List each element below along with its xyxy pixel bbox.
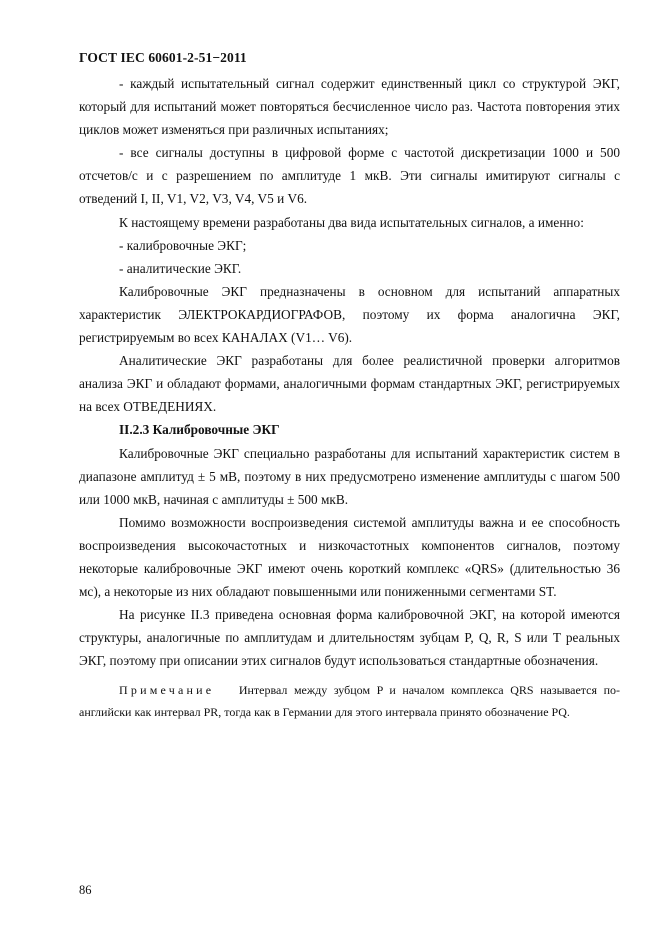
paragraph: - калибровочные ЭКГ; [119,237,247,253]
note-text: Интервал между зубцом P и началом комплекса QRS называется по-английски как интервал PR, тогда как в Германии для этого интервала принято обозначение PQ. [79,683,621,720]
paragraph: Аналитические ЭКГ разработаны для более реалистичной проверки алгоритмов анализа ЭКГ и обладают формами, аналогичными формам стандартных ЭКГ, регистрируемых на всех ОТВЕДЕНИЯХ. [79,353,620,415]
paragraph: - все сигналы доступны в цифровой форме с частотой дискретизации 1000 и 500 отсчетов/с и с разрешением по амплитуде 1 мкВ. Эти сигналы имитируют сигналы с отведений I, II, V1, V2, V3, V4, V5 и V6. [79,145,620,207]
body-text [79,72,620,723]
paragraph: Калибровочные ЭКГ предназначены в основном для испытаний аппаратных характеристик ЭЛЕКТРОКАРДИОГРАФОВ, поэтому их форма аналогична ЭКГ, регистрируемым во всех КАНАЛАХ (V1… V6). [79,283,620,346]
paragraph: Калибровочные ЭКГ специально разработаны для испытаний характеристик систем в диапазоне амплитуд ± 5 мВ, поэтому в них предусмотрено изменение амплитуды с шагом 500 или 1000 мкВ, начиная с амплитуды ± 500 мкВ. [79,445,620,507]
paragraph: - аналитические ЭКГ. [119,260,242,276]
paragraph: К настоящему времени разработаны два вида испытательных сигналов, а именно: [119,214,584,230]
paragraph: Помимо возможности воспроизведения системой амплитуды важна и ее способность воспроизведения высокочастотных и низкочастотных компонентов сигналов, поэтому некоторые калибровочные ЭКГ имеют очень короткий комплекс «QRS» (длительностью 36 мс), а некоторые из них обладают повышенными или пониженными сегментами ST. [79,514,620,600]
note-label: Примечание [119,683,215,698]
document-header: ГОСТ IEC 60601-2-51−2011 [79,50,247,65]
paragraph: - каждый испытательный сигнал содержит единственный цикл со структурой ЭКГ, который для испытаний может повторяться бесчисленное число раз. Частота повторения этих циклов может изменяться при различных испытаниях; [79,76,620,138]
paragraph: На рисунке II.3 приведена основная форма калибровочной ЭКГ, на которой имеются структуры, аналогичные по амплитудам и длительностям зубцам P, Q, R, S или T реальных ЭКГ, поэтому при описании этих сигналов будут использоваться стандартные обозначения. [79,607,620,669]
note [79,679,620,723]
section-title: II.2.3 Калибровочные ЭКГ [119,422,280,438]
page-number: 86 [79,883,92,897]
